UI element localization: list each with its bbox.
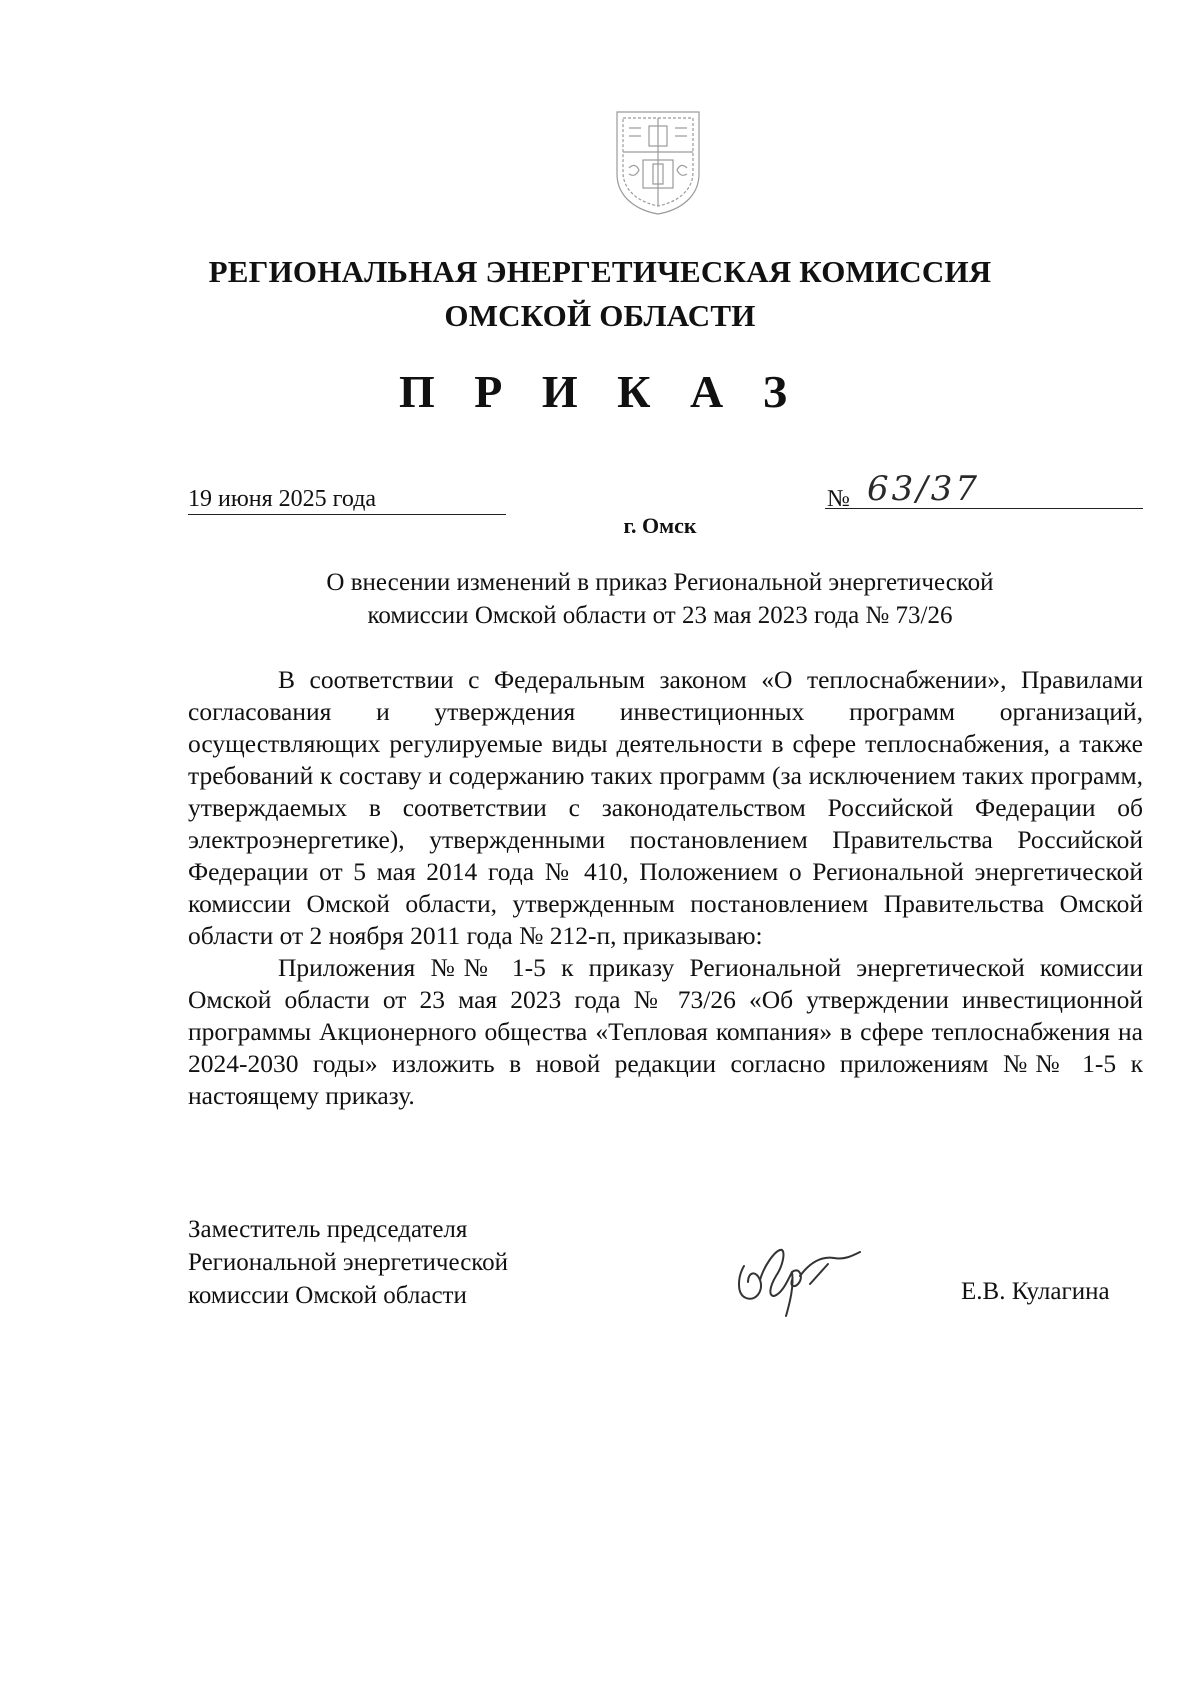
document-body [188, 664, 1143, 1112]
document-number-label: № [827, 486, 850, 512]
signatory-name: Е.В. Кулагина [961, 1278, 1110, 1305]
document-number-value: 63/37 [867, 469, 980, 509]
signatory-title [188, 1213, 508, 1312]
document-number-field [825, 469, 1143, 512]
signatory-title-line2: Региональной энергетической [188, 1249, 509, 1276]
organization-name-line2: ОМСКОЙ ОБЛАСТИ [444, 298, 756, 333]
signatory-title-line3: комиссии Омской области [188, 1282, 467, 1309]
coat-of-arms-icon [613, 108, 703, 216]
body-paragraph-2: Приложения №№ 1-5 к приказу Региональной энергетической комиссии Омской области от 23 мая 2023 года № 73/26 «Об утверждении инвестиционной программы Акционерного общества «Тепловая компания» в сфере теплоснабжения на 2024-2030 годы» изложить в новой редакции согласно приложениям №№ 1-5 к настоящему приказу. [188, 953, 1143, 1110]
organization-name-line1: РЕГИОНАЛЬНАЯ ЭНЕРГЕТИЧЕСКАЯ КОМИССИЯ [208, 254, 992, 289]
document-type-title: П Р И К А З [398, 366, 801, 417]
document-city: г. Омск [623, 513, 697, 538]
signatory-title-line1: Заместитель председателя [188, 1216, 468, 1243]
handwritten-signature-icon [730, 1236, 870, 1320]
document-subject [200, 566, 1120, 632]
document-subject-line1: О внесении изменений в приказ Региональной энергетической [326, 569, 994, 596]
organization-name [0, 250, 1200, 338]
document-date: 19 июня 2025 года [188, 484, 506, 515]
body-paragraph-1: В соответствии с Федеральным законом «О теплоснабжении», Правилами согласования и утверждения инвестиционных программ организаций, осуществляющих регулируемые виды деятельности в сфере теплоснабжения, а также требований к составу и содержанию таких программ (за исключением таких программ, утверждаемых в соответствии с законодательством Российской Федерации об электроэнергетике), утвержденными постановлением Правительства Российской Федерации от 5 мая 2014 года № 410, Положением о Региональной энергетической комиссии Омской области, утвержденным постановлением Правительства Омской области от 2 ноября 2011 года № 212-п, приказываю: [188, 665, 1143, 950]
document-subject-line2: комиссии Омской области от 23 мая 2023 года № 73/26 [367, 602, 953, 629]
